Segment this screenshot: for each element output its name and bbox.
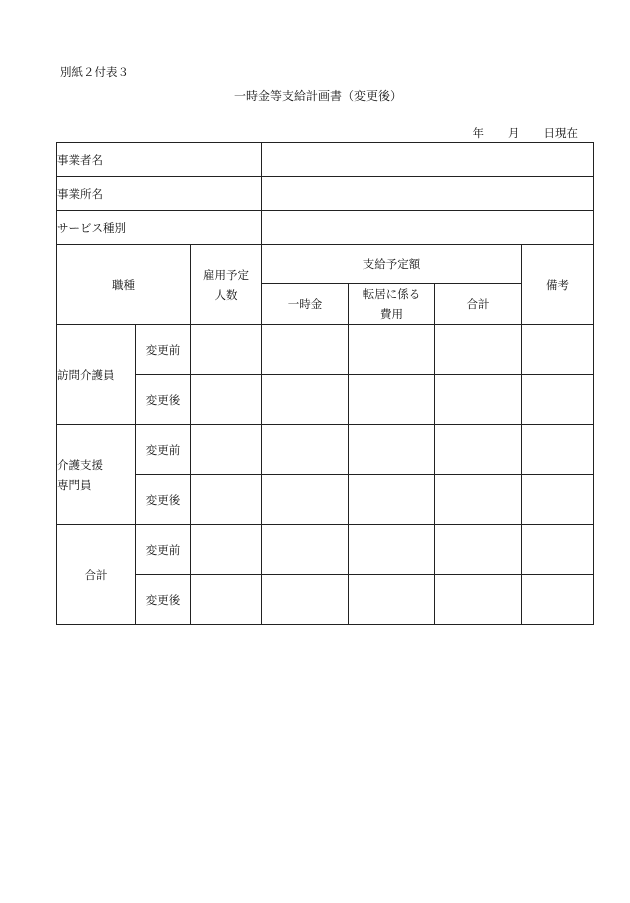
table-row [57, 475, 594, 525]
remarks-cell[interactable] [522, 425, 594, 475]
payment-plan-table [56, 142, 594, 625]
business-operator-label: 事業者名 [57, 143, 262, 177]
before-change-label: 変更前 [136, 325, 191, 375]
after-change-label: 変更後 [136, 475, 191, 525]
payment-total-cell[interactable] [435, 425, 522, 475]
info-row-business-operator [57, 143, 594, 177]
lump-sum-cell[interactable] [262, 525, 349, 575]
payment-total-cell[interactable] [435, 475, 522, 525]
relocation-cost-cell[interactable] [349, 375, 435, 425]
relocation-cost-cell[interactable] [349, 575, 435, 625]
remarks-cell[interactable] [522, 575, 594, 625]
payment-total-cell[interactable] [435, 525, 522, 575]
relocation-cost-cell[interactable] [349, 525, 435, 575]
planned-staff-cell[interactable] [191, 375, 262, 425]
after-change-label: 変更後 [136, 575, 191, 625]
planned-payment-header: 支給予定額 [262, 245, 522, 284]
occupation-header: 職種 [57, 245, 191, 325]
remarks-header: 備考 [522, 245, 594, 325]
table-row [57, 575, 594, 625]
header-row-1 [57, 245, 594, 284]
remarks-cell[interactable] [522, 375, 594, 425]
planned-staff-cell[interactable] [191, 475, 262, 525]
document-id: 別紙２付表３ [60, 65, 129, 79]
table-row [57, 325, 594, 375]
table-row [57, 375, 594, 425]
remarks-cell[interactable] [522, 325, 594, 375]
relocation-cost-cell[interactable] [349, 325, 435, 375]
date-month-label: 月 [508, 126, 520, 140]
info-row-office-name [57, 177, 594, 211]
relocation-cost-cell[interactable] [349, 425, 435, 475]
relocation-cost-header [349, 284, 435, 325]
relocation-cost-header-line2: 費用 [380, 307, 404, 321]
lump-sum-cell[interactable] [262, 475, 349, 525]
lump-sum-cell[interactable] [262, 375, 349, 425]
relocation-cost-cell[interactable] [349, 475, 435, 525]
occupation-care-manager-line2: 専門員 [57, 477, 92, 492]
planned-staff-header-line1: 雇用予定 [203, 267, 250, 282]
payment-total-cell[interactable] [435, 375, 522, 425]
occupation-cell-care-manager [57, 425, 136, 525]
table-row [57, 425, 594, 475]
info-row-service-type [57, 211, 594, 245]
lump-sum-header: 一時金 [262, 284, 349, 325]
office-name-field[interactable] [262, 177, 594, 211]
planned-staff-cell[interactable] [191, 575, 262, 625]
planned-staff-cell[interactable] [191, 425, 262, 475]
payment-total-cell[interactable] [435, 575, 522, 625]
after-change-label: 変更後 [136, 375, 191, 425]
relocation-cost-header-line1: 転居に係る [362, 287, 421, 301]
remarks-cell[interactable] [522, 525, 594, 575]
table-row [57, 525, 594, 575]
planned-staff-header [191, 245, 262, 325]
lump-sum-cell[interactable] [262, 575, 349, 625]
date-line [473, 125, 579, 141]
remarks-cell[interactable] [522, 475, 594, 525]
service-type-field[interactable] [262, 211, 594, 245]
business-operator-field[interactable] [262, 143, 594, 177]
occupation-cell-total: 合計 [57, 525, 136, 625]
service-type-label: サービス種別 [57, 211, 262, 245]
date-year-label: 年 [472, 126, 484, 140]
planned-staff-header-line2: 人数 [214, 287, 238, 302]
office-name-label: 事業所名 [57, 177, 262, 211]
lump-sum-cell[interactable] [262, 425, 349, 475]
occupation-cell-home-care-worker: 訪問介護員 [57, 325, 136, 425]
document-title: 一時金等支給計画書（変更後） [233, 89, 402, 103]
before-change-label: 変更前 [136, 525, 191, 575]
payment-total-header: 合計 [435, 284, 522, 325]
payment-total-cell[interactable] [435, 325, 522, 375]
before-change-label: 変更前 [136, 425, 191, 475]
occupation-care-manager-line1: 介護支援 [57, 457, 103, 472]
lump-sum-cell[interactable] [262, 325, 349, 375]
date-day-label: 日現在 [543, 126, 578, 140]
planned-staff-cell[interactable] [191, 325, 262, 375]
planned-staff-cell[interactable] [191, 525, 262, 575]
